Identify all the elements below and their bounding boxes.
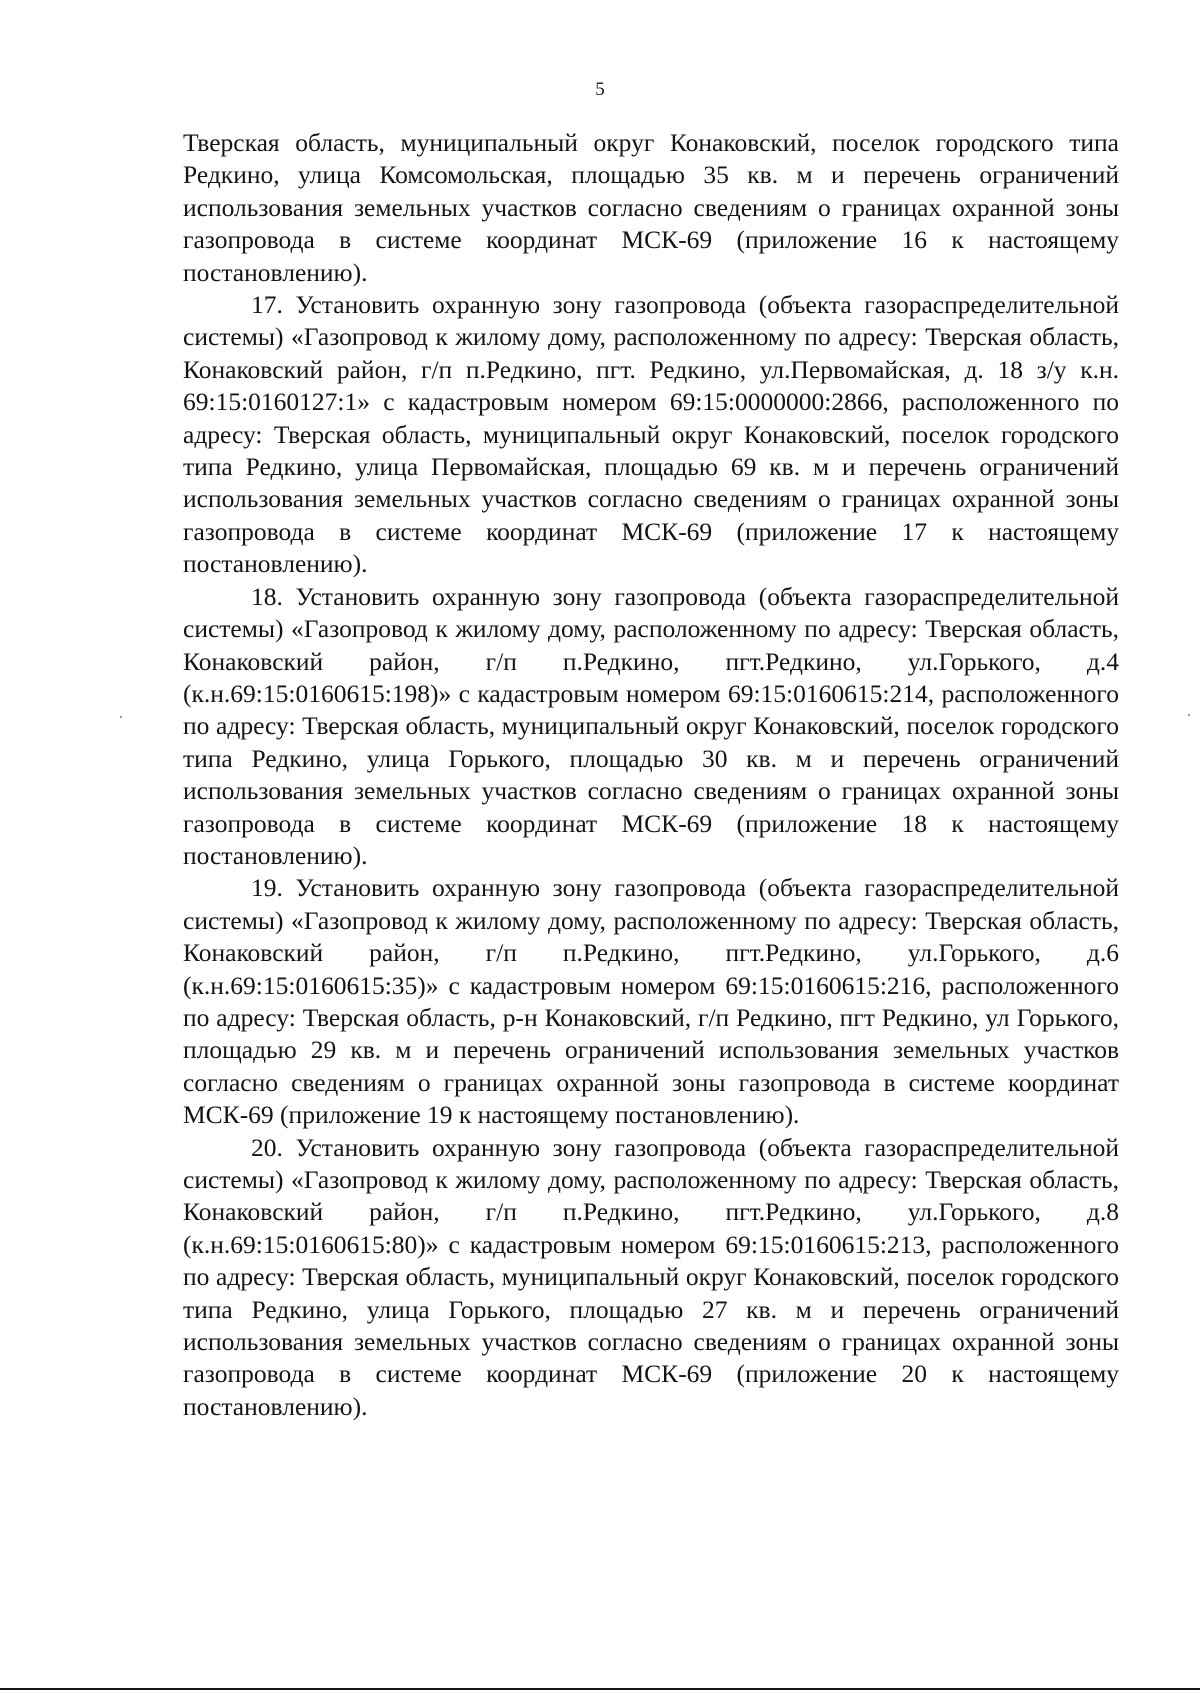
document-body [183,127,1119,1423]
paragraph-item-19: 19. Установить охранную зону газопровода (объекта газораспределительной системы) «Газопровод к жилому дому, расположенному по адресу: Тверская область, Конаковский район, г/п п.Редкино, пгт.Редкино, ул.Горького, д.6 (к.н.69:15:0160615:35)» с кадастровым номером 69:15:0160615:216, расположенного по адресу: Тверская область, р-н Конаковский, г/п Редкино, пгт Редкино, ул Горького, площадью 29 кв. м и перечень ограничений использования земельных участков согласно сведениям о границах охранной зоны газопровода в системе координат МСК-69 (приложение 19 к настоящему постановлению). [183,873,1119,1130]
page-number: 5 [595,79,605,100]
scan-bottom-edge [0,1688,1200,1690]
paragraph-item-18: 18. Установить охранную зону газопровода (объекта газораспределительной системы) «Газопровод к жилому дому, расположенному по адресу: Тверская область, Конаковский район, г/п п.Редкино, пгт.Редкино, ул.Горького, д.4 (к.н.69:15:0160615:198)» с кадастровым номером 69:15:0160615:214, расположенного по адресу: Тверская область, муниципальный округ Конаковский, поселок городского типа Редкино, улица Горького, площадью 30 кв. м и перечень ограничений использования земельных участков согласно сведениям о границах охранной зоны газопровода в системе координат МСК-69 (приложение 18 к настоящему постановлению). [183,581,1119,870]
scan-speck [1188,714,1190,716]
paragraph-item-17: 17. Установить охранную зону газопровода (объекта газораспределительной системы) «Газопровод к жилому дому, расположенному по адресу: Тверская область, Конаковский район, г/п п.Редкино, пгт. Редкино, ул.Первомайская, д. 18 з/у к.н. 69:15:0160127:1» с кадастровым номером 69:15:0000000:2866, расположенного по адресу: Тверская область, муниципальный округ Конаковский, поселок городского типа Редкино, улица Первомайская, площадью 69 кв. м и перечень ограничений использования земельных участков согласно сведениям о границах охранной зоны газопровода в системе координат МСК-69 (приложение 17 к настоящему постановлению). [183,290,1119,579]
scan-speck [120,716,122,718]
paragraph-item-20: 20. Установить охранную зону газопровода (объекта газораспределительной системы) «Газопровод к жилому дому, расположенному по адресу: Тверская область, Конаковский район, г/п п.Редкино, пгт.Редкино, ул.Горького, д.8 (к.н.69:15:0160615:80)» с кадастровым номером 69:15:0160615:213, расположенного по адресу: Тверская область, муниципальный округ Конаковский, поселок городского типа Редкино, улица Горького, площадью 27 кв. м и перечень ограничений использования земельных участков согласно сведениям о границах охранной зоны газопровода в системе координат МСК-69 (приложение 20 к настоящему постановлению). [183,1132,1119,1421]
paragraph-continuation: Тверская область, муниципальный округ Конаковский, поселок городского типа Редкино, улица Комсомольская, площадью 35 кв. м и перечень ограничений использования земельных участков согласно сведениям о границах охранной зоны газопровода в системе координат МСК-69 (приложение 16 к настоящему постановлению). [183,128,1119,287]
